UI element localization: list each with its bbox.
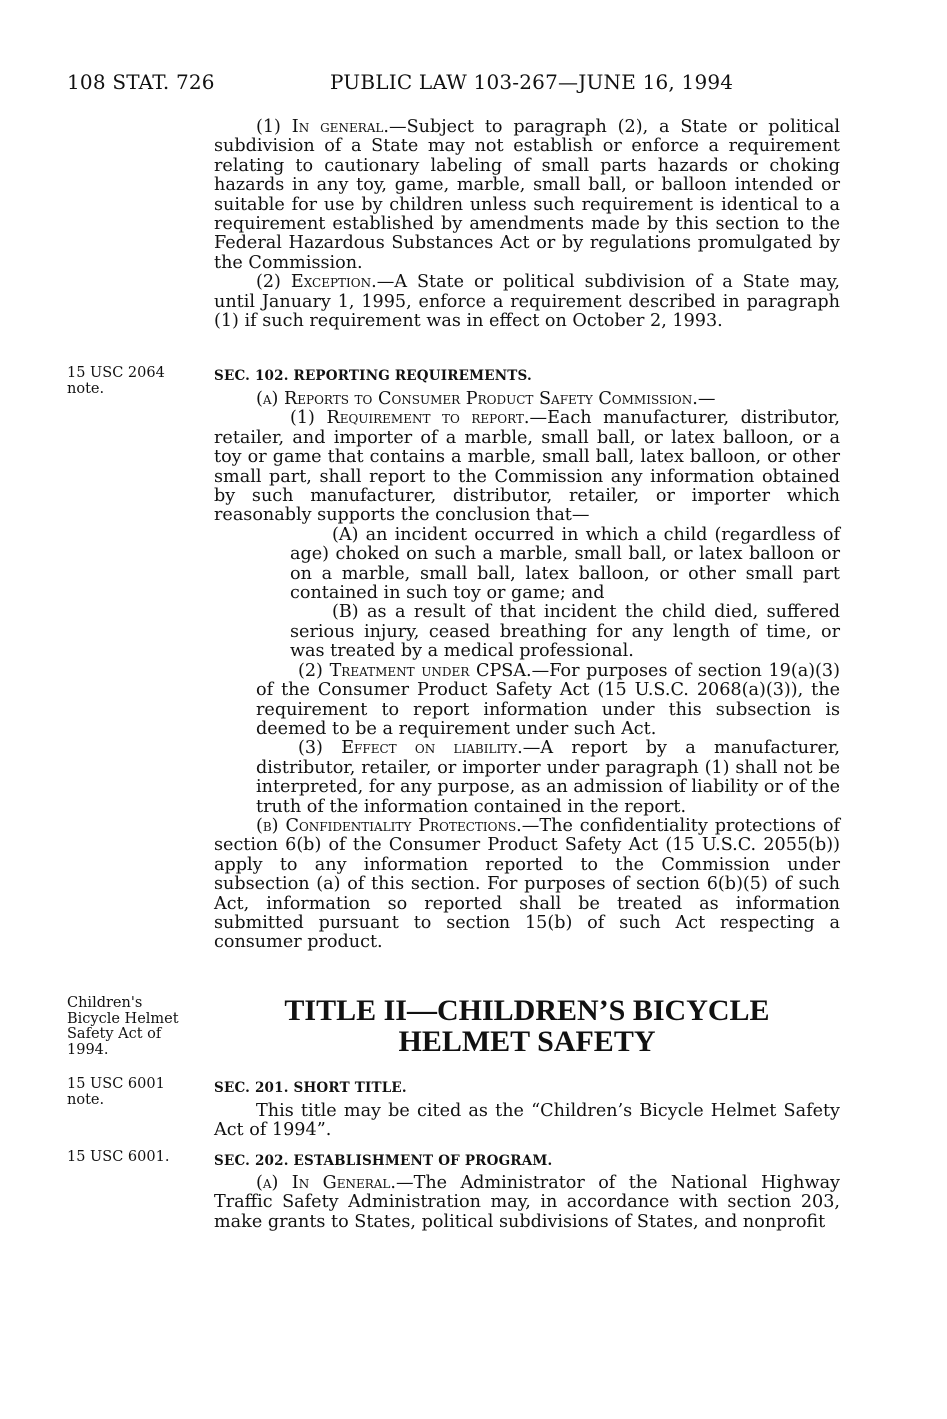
section-heading-102: SEC. 102. REPORTING REQUIREMENTS.: [214, 368, 532, 384]
subparagraph-A: (A) an incident occurred in which a child (regardless of age) choked on such a marble, small ball, or latex balloon or on a marble, small ball, latex balloon, or other small part contained in such toy or game; and: [290, 524, 840, 604]
paragraph-a1: [214, 409, 840, 525]
subsection-label: (b) Confidentiality Protections.: [256, 815, 522, 836]
paragraph-a3: [214, 739, 840, 817]
paragraph-label: (1) Requirement to report.: [290, 408, 530, 429]
margin-note-title2: Children's Bicycle Helmet Safety Act of 1994.: [67, 995, 179, 1058]
paragraph-text: —A report by a manufacturer, distributor, retailer, or importer under paragraph (1) shall not be interpreted, for any purpose, as an admission of liability or of the truth of the information contained in the report.: [256, 738, 841, 817]
margin-note-sec201: 15 USC 6001 note.: [67, 1076, 165, 1108]
running-head: PUBLIC LAW 103-267—JUNE 16, 1994: [330, 70, 734, 94]
subsection-b: [214, 817, 840, 953]
paragraph-text: —A State or political subdivision of a State may, until January 1, 1995, enforce a requirement described in paragraph (1) if such requirement was in effect on October 2, 1993.: [214, 272, 840, 332]
margin-note-sec202: 15 USC 6001.: [67, 1149, 170, 1165]
paragraph-label: (1) In general.: [256, 117, 389, 137]
sec101-tail: [214, 118, 840, 331]
paragraph-label: (2) Treatment under CPSA.: [298, 660, 532, 681]
title-heading: [214, 995, 840, 1057]
sec201-body: [214, 1102, 840, 1141]
paragraph-2: [214, 273, 840, 331]
paragraph-label: (2) Exception.: [256, 272, 377, 293]
subparagraph-B: (B) as a result of that incident the child died, suffered serious injury, ceased breathing for any length of time, or was treated by a medical professional.: [290, 602, 840, 662]
subsection-dash: —: [697, 389, 716, 409]
subsection-label: (a) Reports to Consumer Product Safety Commission.: [256, 389, 698, 409]
section-heading-202: SEC. 202. ESTABLISHMENT OF PROGRAM.: [214, 1153, 553, 1169]
paragraph-text: —For purposes of section 19(a)(3) of the Consumer Product Safety Act (15 U.S.C. 2068(a)(3)), the requirement to report information under this subsection is deemed to be a requirement under such Act.: [256, 660, 840, 739]
paragraph-text: —Each manufacturer, distributor, retailer, and importer of a marble, small ball, or latex balloon, or a toy or game that contains a marble, small ball, latex balloon, or other small part, shall report to the Commission any information obtained by such manufacturer, distributor, retailer, or importer which reasonably supports the conclusion that—: [214, 408, 840, 526]
paragraph-label: (3) Effect on liability.: [298, 738, 523, 759]
stat-reference: 108 STAT. 726: [67, 70, 215, 94]
subsection-text: —The confidentiality protections of section 6(b) of the Consumer Product Safety Act (15 U.S.C. 2055(b)) apply to any information reported to the Commission under subsection (a) of this section. For purposes of section 6(b)(5) of such Act, information so reported shall be treated as information submitted pursuant to section 15(b) of such Act respecting a consumer product.: [214, 815, 841, 953]
title-line-1: TITLE II—CHILDREN’S BICYCLE: [284, 994, 770, 1027]
subsection-a: [214, 1174, 840, 1232]
paragraph-text: —Subject to paragraph (2), a State or political subdivision of a State may not establish or enforce a requirement relating to cautionary labeling of small parts hazards or choking hazards in any toy, game, marble, small ball, or balloon intended or suitable for use by children unless such requirement is identical to a requirement established by amendments made by this section to the Federal Hazardous Substances Act or by regulations promulgated by the Commission.: [214, 117, 840, 273]
short-title-text: This title may be cited as the “Children’s Bicycle Helmet Safety Act of 1994”.: [214, 1101, 840, 1141]
subsection-text: —The Administrator of the National Highway Traffic Safety Administration may, in accordance with section 203, make grants to States, political subdivisions of States, and nonprofit: [214, 1173, 840, 1232]
margin-note-sec102: 15 USC 2064 note.: [67, 365, 165, 397]
sec102-body: [214, 390, 840, 953]
section-heading-201: SEC. 201. SHORT TITLE.: [214, 1080, 407, 1096]
subsection-label: (a) In General.: [256, 1173, 396, 1193]
paragraph-a2: [214, 662, 840, 740]
paragraph-1: [214, 118, 840, 273]
title-line-2: HELMET SAFETY: [398, 1025, 656, 1058]
sec202-body: [214, 1174, 840, 1232]
subsection-a: [214, 390, 840, 409]
